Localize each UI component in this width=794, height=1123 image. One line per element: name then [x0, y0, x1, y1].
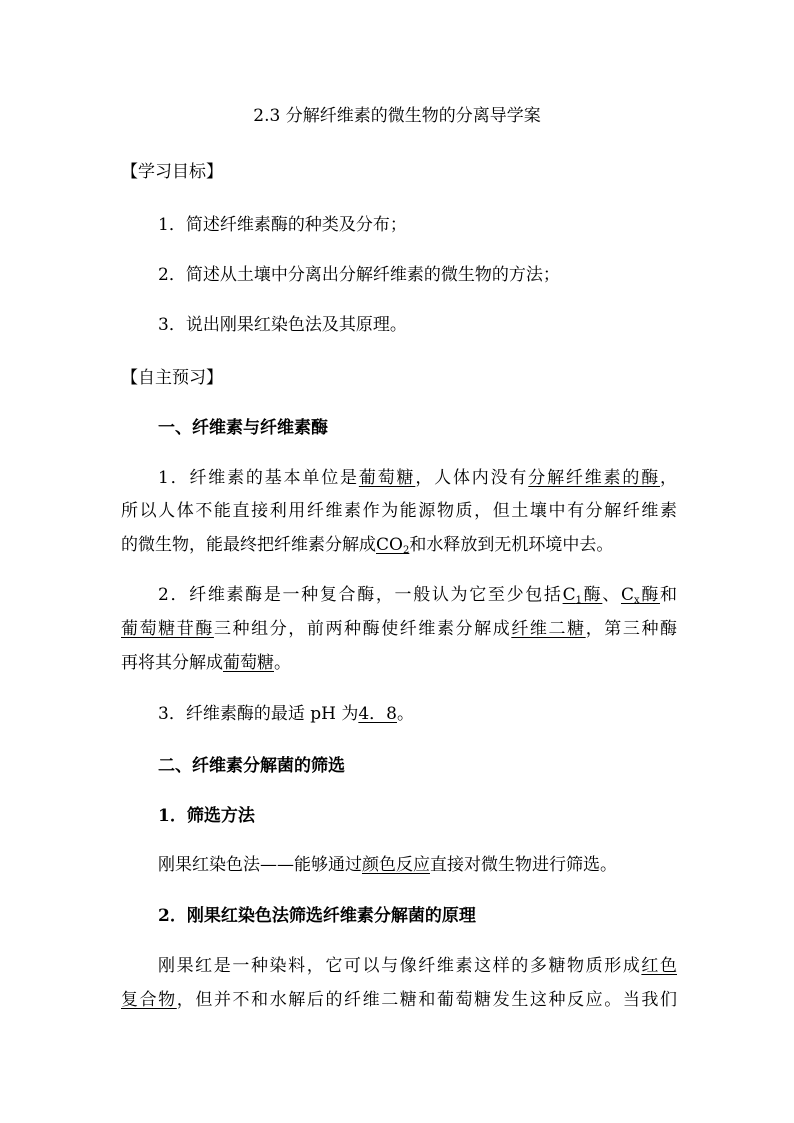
paragraph-line — [158, 466, 677, 490]
paragraph-line — [158, 702, 794, 726]
paragraph-line — [121, 617, 677, 641]
part-heading: 一、纤维素与纤维素酶 — [158, 418, 328, 438]
sub-heading: 2．刚果红染色法筛选纤维素分解菌的原理 — [158, 906, 476, 926]
text-run: 和水释放到无机环境中去。 — [409, 535, 614, 555]
text-run: 三种组分，前两种酶使纤维素分解成 — [213, 619, 512, 639]
text-run: 1．纤维素的基本单位是 — [158, 468, 359, 488]
text-run: 刚果红是一种染料，它可以与像纤维素这样的多糖物质形成 — [158, 956, 642, 976]
answer-blank: 纤维二糖 — [511, 619, 586, 639]
text-run: ，人体内没有 — [415, 468, 529, 488]
paragraph-line — [121, 988, 677, 1012]
text-run: 直接对微生物进行筛选。 — [430, 855, 617, 875]
sub-heading: 1．筛选方法 — [158, 806, 255, 826]
paragraph-line — [121, 533, 794, 557]
page-title: 2.3 分解纤维素的微生物的分离导学案 — [253, 106, 541, 126]
answer-blank: 葡萄糖苷酶 — [121, 619, 214, 639]
answer-blank: 葡萄糖 — [223, 653, 274, 673]
answer-blank: $C_x$酶 — [621, 585, 660, 606]
text-run: 。 — [396, 704, 414, 724]
answer-blank: 分解纤维素的酶 — [528, 468, 661, 488]
text-run: ，但并不和水解后的纤维二糖和葡萄糖发生这种反应。当我们 — [176, 990, 678, 1010]
answer-blank: 4．8 — [358, 704, 397, 724]
text-run: ，第三种酶 — [585, 619, 678, 639]
paragraph-line — [158, 954, 677, 978]
goal-item: 3．说出刚果红染色法及其原理。 — [158, 315, 407, 335]
section-heading-preview: 【自主预习】 — [121, 368, 223, 388]
text-run: 和 — [660, 585, 677, 605]
answer-blank: 葡萄糖 — [358, 468, 416, 488]
answer-blank: $C_1$酶 — [562, 585, 603, 606]
goal-item: 2．简述从土壤中分离出分解纤维素的微生物的方法； — [158, 265, 560, 285]
text-run: 刚果红染色法——能够通过 — [158, 855, 362, 875]
part-heading: 二、纤维素分解菌的筛选 — [158, 756, 345, 776]
paragraph-line — [158, 583, 677, 607]
answer-blank: 红色 — [641, 956, 677, 976]
section-heading-goals: 【学习目标】 — [121, 162, 223, 182]
text-run: 再将其分解成 — [121, 653, 223, 673]
paragraph-line: 所以人体不能直接利用纤维素作为能源物质，但土壤中有分解纤维素 — [121, 501, 677, 521]
answer-blank: $CO_2$ — [376, 535, 410, 556]
text-run: ， — [660, 468, 678, 488]
goal-item: 1．简述纤维素酶的种类及分布； — [158, 215, 407, 235]
answer-blank: 复合物 — [121, 990, 177, 1010]
text-run: 2．纤维素酶是一种复合酶，一般认为它至少包括 — [158, 585, 563, 605]
text-run: 、 — [602, 585, 621, 605]
text-run: 3．纤维素酶的最适 pH 为 — [158, 704, 359, 724]
text-run: 的微生物，能最终把纤维素分解成 — [121, 535, 376, 555]
answer-blank: 颜色反应 — [362, 855, 430, 875]
paragraph-line — [121, 651, 794, 675]
paragraph-line — [158, 853, 794, 877]
text-run: 。 — [274, 653, 291, 673]
